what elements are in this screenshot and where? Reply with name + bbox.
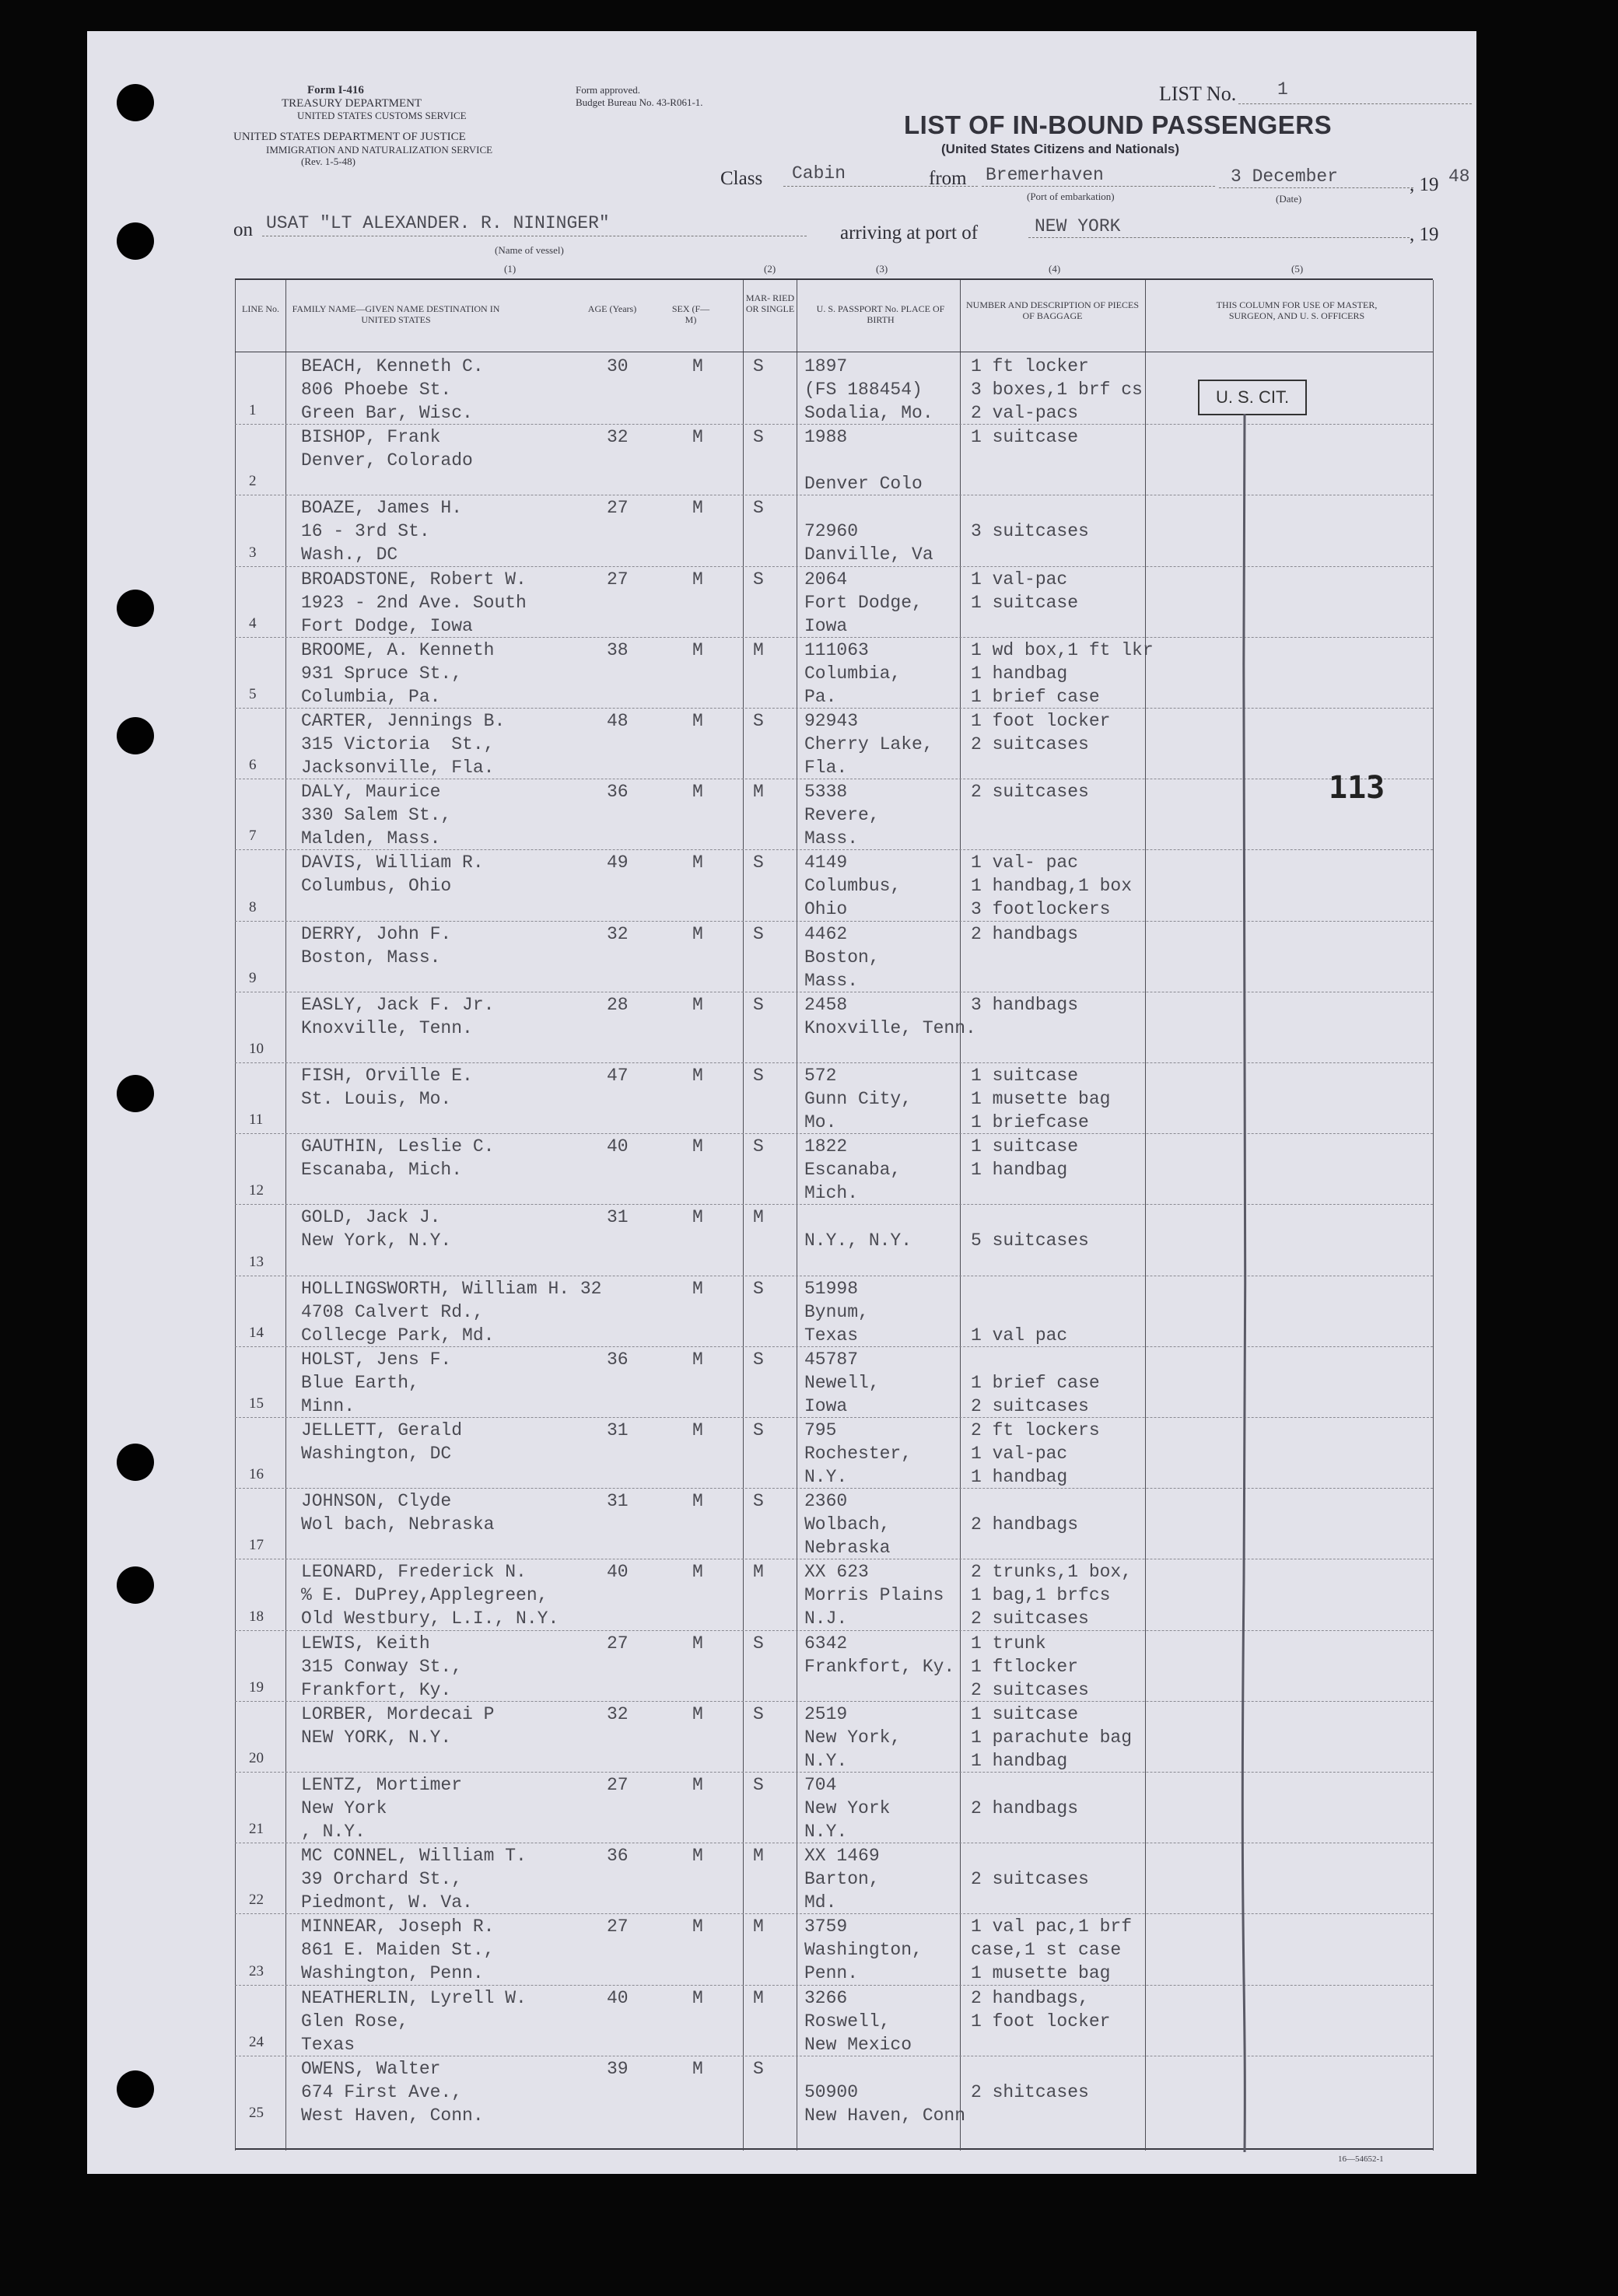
passenger-age: 40 [607, 1562, 629, 1583]
budget-bureau: Budget Bureau No. 43-R061-1. [576, 96, 703, 108]
treasury-department: TREASURY DEPARTMENT [282, 97, 422, 110]
passenger-passport: 3266 Roswell, New Mexico [804, 1987, 912, 2055]
passenger-sex: M [692, 2058, 703, 2079]
passenger-passport: 704 New York N.Y. [804, 1775, 891, 1842]
passenger-sex: M [692, 923, 703, 944]
passenger-age: 40 [607, 1136, 629, 1157]
passenger-age: 36 [607, 1349, 629, 1370]
passenger-marital: S [753, 711, 764, 731]
arriving-label: arriving at port of [840, 222, 979, 243]
row-line-number: 2 [249, 473, 257, 490]
passenger-marital: S [753, 1420, 764, 1440]
row-line-number: 10 [249, 1041, 264, 1057]
passenger-sex: M [692, 1349, 703, 1370]
passenger-sex: M [692, 1775, 703, 1795]
passenger-name: BROOME, A. Kenneth 931 Spruce St., Columbia, Pa. [301, 639, 495, 707]
form-approved: Form approved. [576, 84, 641, 96]
passenger-baggage: 3 handbags [971, 994, 1079, 1015]
passenger-sex: M [692, 1207, 703, 1228]
passenger-sex: M [692, 1703, 703, 1724]
passenger-name: LENTZ, Mortimer New York , N.Y. [301, 1775, 463, 1842]
passenger-age: 36 [607, 1846, 629, 1867]
arrival-port: NEW YORK [1035, 216, 1121, 236]
passenger-age: 31 [607, 1420, 629, 1440]
binder-hole-4 [117, 717, 154, 754]
passenger-age: 32 [607, 1703, 629, 1724]
header-age: AGE (Years) [587, 303, 637, 314]
passenger-baggage: 2 suitcases [971, 1869, 1089, 1890]
binder-hole-6 [117, 1444, 154, 1481]
passenger-age: 49 [607, 852, 629, 873]
passenger-age: 36 [607, 782, 629, 803]
passenger-baggage: 2 trunks,1 box, 1 bag,1 brfcs 2 suitcases [971, 1562, 1133, 1629]
passenger-baggage: 1 ft locker 3 boxes,1 brf cs 2 val-pacs [971, 356, 1143, 423]
passenger-marital: S [753, 1703, 764, 1724]
passenger-passport: 4149 Columbus, Ohio [804, 852, 902, 920]
passenger-baggage: 2 shitcases [971, 2081, 1089, 2102]
passenger-baggage: 2 handbags [971, 1514, 1079, 1535]
passenger-marital: S [753, 498, 764, 519]
row-line-number: 5 [249, 686, 257, 702]
passenger-name: BISHOP, Frank Denver, Colorado [301, 427, 473, 471]
passenger-name: GAUTHIN, Leslie C. Escanaba, Mich. [301, 1136, 495, 1181]
passenger-baggage: 2 handbags, 1 foot locker [971, 1987, 1111, 2032]
passenger-sex: M [692, 1633, 703, 1654]
page-number: 113 [1329, 770, 1385, 806]
passenger-name: BROADSTONE, Robert W. 1923 - 2nd Ave. South Fort Dodge, Iowa [301, 569, 527, 636]
passenger-baggage: 3 suitcases [971, 521, 1089, 542]
header-baggage: NUMBER AND DESCRIPTION OF PIECES OF BAGGAGE [965, 299, 1140, 321]
passenger-sex: M [692, 1136, 703, 1157]
passenger-baggage: 1 val- pac 1 handbag,1 box 3 footlockers [971, 852, 1133, 920]
class-label: Class [720, 168, 763, 189]
immigration-service: IMMIGRATION AND NATURALIZATION SERVICE [266, 144, 493, 156]
passenger-sex: M [692, 1066, 703, 1086]
passenger-baggage: 1 foot locker 2 suitcases [971, 711, 1111, 754]
row-line-number: 23 [249, 1962, 264, 1979]
passenger-passport: 2458 Knoxville, Tenn. [804, 994, 976, 1038]
passenger-name: JOHNSON, Clyde Wol bach, Nebraska [301, 1491, 495, 1535]
passenger-marital: S [753, 994, 764, 1015]
pen-line [1240, 414, 1249, 2152]
vessel-caption: (Name of vessel) [495, 244, 564, 256]
manifest-page [87, 31, 1476, 2174]
passenger-name: LEWIS, Keith 315 Conway St., Frankfort, Ky. [301, 1633, 463, 1700]
passenger-age: 31 [607, 1207, 629, 1228]
row-line-number: 1 [249, 402, 257, 419]
col-num-4: (4) [1049, 263, 1061, 275]
passenger-baggage: 2 handbags [971, 1798, 1079, 1818]
passenger-name: BEACH, Kenneth C. 806 Phoebe St. Green Bar, Wisc. [301, 356, 484, 423]
passenger-marital: S [753, 1491, 764, 1512]
passenger-age: 40 [607, 1987, 629, 2008]
passenger-name: BOAZE, James H. 16 - 3rd St. Wash., DC [301, 498, 463, 565]
row-line-number: 17 [249, 1537, 264, 1554]
passenger-marital: S [753, 427, 764, 448]
passenger-marital: S [753, 852, 764, 873]
passenger-name: LORBER, Mordecai P NEW YORK, N.Y. [301, 1703, 495, 1748]
passenger-sex: M [692, 1562, 703, 1583]
passenger-marital: S [753, 1775, 764, 1795]
from-label: from [929, 168, 967, 189]
passenger-passport: 5338 Revere, Mass. [804, 782, 880, 849]
passenger-passport: 50900 New Haven, Conn [804, 2081, 966, 2126]
passenger-age: 32 [607, 427, 629, 448]
revision-date: (Rev. 1-5-48) [301, 156, 355, 167]
passenger-sex: M [692, 1420, 703, 1440]
passenger-age: 27 [607, 1916, 629, 1937]
passenger-passport: 3759 Washington, Penn. [804, 1916, 923, 1984]
passenger-marital: S [753, 1349, 764, 1370]
row-line-number: 7 [249, 828, 257, 845]
document-subtitle: (United States Citizens and Nationals) [941, 142, 1180, 156]
header-sex: SEX (F—M) [671, 303, 710, 325]
passenger-marital: M [753, 1562, 764, 1583]
passenger-name: HOLLINGSWORTH, William H. 32 4708 Calvert Rd., Collecge Park, Md. [301, 1278, 602, 1346]
binder-hole-8 [117, 2070, 154, 2108]
year2-prefix: , 19 [1410, 224, 1439, 245]
passenger-sex: M [692, 639, 703, 660]
passenger-baggage: 2 suitcases [971, 782, 1089, 803]
passenger-sex: M [692, 1916, 703, 1937]
passenger-baggage: 1 val-pac 1 suitcase [971, 569, 1079, 613]
passenger-passport: 6342 Frankfort, Ky. [804, 1633, 955, 1677]
passenger-baggage: 1 suitcase 1 handbag [971, 1136, 1079, 1181]
passenger-age: 30 [607, 356, 629, 376]
passenger-passport: 1988 Denver Colo [804, 427, 923, 495]
passenger-sex: M [692, 994, 703, 1015]
row-line-number: 12 [249, 1182, 264, 1199]
passenger-marital: S [753, 356, 764, 376]
passenger-name: GOLD, Jack J. New York, N.Y. [301, 1207, 452, 1251]
passenger-sex: M [692, 852, 703, 873]
passenger-name: MC CONNEL, William T. 39 Orchard St., Piedmont, W. Va. [301, 1846, 527, 1913]
port-caption: (Port of embarkation) [1027, 191, 1115, 202]
passenger-marital: M [753, 1846, 764, 1867]
row-line-number: 16 [249, 1466, 264, 1483]
passenger-name: HOLST, Jens F. Blue Earth, Minn. [301, 1349, 452, 1416]
passenger-baggage: 1 suitcase [971, 427, 1079, 448]
passenger-name: EASLY, Jack F. Jr. Knoxville, Tenn. [301, 994, 495, 1038]
passenger-age: 27 [607, 569, 629, 590]
passenger-sex: M [692, 427, 703, 448]
passenger-sex: M [692, 356, 703, 376]
passenger-sex: M [692, 1278, 703, 1299]
passenger-passport: 45787 Newell, Iowa [804, 1349, 880, 1416]
on-label: on [233, 219, 253, 240]
passenger-baggage: 5 suitcases [971, 1230, 1089, 1251]
passenger-passport: 1897 (FS 188454) Sodalia, Mo. [804, 356, 933, 423]
header-officers: THIS COLUMN FOR USE OF MASTER, SURGEON, AND U. S. OFFICERS [1216, 299, 1378, 321]
passenger-marital: M [753, 639, 764, 660]
row-line-number: 22 [249, 1892, 264, 1909]
passenger-passport: 2519 New York, N.Y. [804, 1703, 902, 1771]
passenger-name: DALY, Maurice 330 Salem St., Malden, Mass. [301, 782, 452, 849]
passenger-baggage: 2 handbags [971, 923, 1079, 944]
passenger-name: DAVIS, William R. Columbus, Ohio [301, 852, 484, 897]
customs-service: UNITED STATES CUSTOMS SERVICE [297, 110, 467, 121]
passenger-passport: XX 623 Morris Plains N.J. [804, 1562, 944, 1629]
col-num-2: (2) [764, 263, 776, 275]
passenger-name: JELLETT, Gerald Washington, DC [301, 1420, 463, 1464]
passenger-passport: 92943 Cherry Lake, Fla. [804, 711, 933, 778]
passenger-sex: M [692, 498, 703, 519]
row-line-number: 25 [249, 2105, 264, 2121]
passenger-passport: 795 Rochester, N.Y. [804, 1420, 912, 1487]
passenger-marital: S [753, 1136, 764, 1157]
row-line-number: 13 [249, 1253, 264, 1270]
passenger-baggage: 1 suitcase 1 musette bag 1 briefcase [971, 1066, 1111, 1132]
passenger-marital: M [753, 782, 764, 803]
passenger-age: 27 [607, 1775, 629, 1795]
col-num-1: (1) [504, 263, 517, 275]
col-num-3: (3) [876, 263, 888, 275]
row-line-number: 6 [249, 757, 257, 774]
vessel-name: USAT "LT ALEXANDER. R. NININGER" [266, 213, 610, 233]
year-prefix: , 19 [1410, 174, 1439, 195]
date-value: 3 December [1231, 166, 1339, 187]
binder-hole-1 [117, 84, 154, 121]
passenger-passport: XX 1469 Barton, Md. [804, 1846, 880, 1913]
passenger-age: 28 [607, 994, 629, 1015]
binder-hole-2 [117, 222, 154, 260]
passenger-passport: 1822 Escanaba, Mich. [804, 1136, 902, 1204]
passenger-sex: M [692, 569, 703, 590]
passenger-age: 27 [607, 498, 629, 519]
row-line-number: 4 [249, 614, 257, 632]
justice-department: UNITED STATES DEPARTMENT OF JUSTICE [233, 131, 466, 143]
passenger-passport: 2360 Wolbach, Nebraska [804, 1491, 891, 1559]
passenger-marital: S [753, 569, 764, 590]
row-line-number: 11 [249, 1111, 264, 1129]
header-name: FAMILY NAME—GIVEN NAME DESTINATION IN UNITED STATES [292, 303, 500, 325]
passenger-sex: M [692, 1491, 703, 1512]
passenger-name: MINNEAR, Joseph R. 861 E. Maiden St., Washington, Penn. [301, 1916, 495, 1984]
passenger-age: 27 [607, 1633, 629, 1654]
row-line-number: 24 [249, 2033, 264, 2050]
passenger-age: 31 [607, 1491, 629, 1512]
row-line-number: 18 [249, 1608, 264, 1625]
row-line-number: 19 [249, 1678, 264, 1696]
from-value: Bremerhaven [986, 165, 1104, 185]
passenger-age: 38 [607, 639, 629, 660]
passenger-rows [87, 31, 1476, 2174]
passenger-marital: S [753, 1066, 764, 1086]
header-passport: U. S. PASSPORT No. PLACE OF BIRTH [816, 303, 945, 325]
year-value: 48 [1448, 166, 1470, 187]
row-line-number: 21 [249, 1821, 264, 1838]
passenger-age: 48 [607, 711, 629, 731]
passenger-baggage: 1 suitcase 1 parachute bag 1 handbag [971, 1703, 1133, 1771]
passenger-marital: S [753, 1278, 764, 1299]
passenger-baggage: 1 val pac,1 brf case,1 st case 1 musette bag [971, 1916, 1133, 1984]
row-line-number: 20 [249, 1750, 264, 1766]
passenger-baggage: 1 wd box,1 ft lkr 1 handbag 1 brief case [971, 639, 1154, 707]
passenger-marital: S [753, 2058, 764, 2079]
passenger-passport: 72960 Danville, Va [804, 521, 933, 565]
passenger-marital: M [753, 1916, 764, 1937]
passenger-baggage: 1 brief case 2 suitcases [971, 1372, 1100, 1416]
passenger-name: OWENS, Walter 674 First Ave., West Haven, Conn. [301, 2058, 484, 2126]
date-caption: (Date) [1276, 193, 1302, 205]
passenger-passport: N.Y., N.Y. [804, 1230, 912, 1251]
passenger-passport: 572 Gunn City, Mo. [804, 1066, 912, 1132]
us-citizen-stamp: U. S. CIT. [1198, 380, 1307, 415]
document-title: LIST OF IN-BOUND PASSENGERS [904, 110, 1333, 139]
passenger-baggage: 2 ft lockers 1 val-pac 1 handbag [971, 1420, 1100, 1487]
form-number: Form I-416 [307, 84, 364, 96]
passenger-age: 32 [607, 923, 629, 944]
passenger-name: NEATHERLIN, Lyrell W. Glen Rose, Texas [301, 1987, 527, 2055]
passenger-marital: S [753, 923, 764, 944]
col-num-5: (5) [1291, 263, 1304, 275]
row-line-number: 15 [249, 1395, 264, 1412]
passenger-passport: 4462 Boston, Mass. [804, 923, 880, 991]
passenger-marital: S [753, 1633, 764, 1654]
passenger-passport: 51998 Bynum, Texas [804, 1278, 869, 1346]
passenger-marital: M [753, 1207, 764, 1228]
row-line-number: 14 [249, 1324, 264, 1341]
passenger-passport: 111063 Columbia, Pa. [804, 639, 902, 707]
passenger-sex: M [692, 782, 703, 803]
passenger-name: FISH, Orville E. St. Louis, Mo. [301, 1066, 473, 1109]
row-line-number: 8 [249, 898, 257, 915]
list-number-label: LIST No. [1159, 82, 1237, 105]
passenger-age: 39 [607, 2058, 629, 2079]
header-line-no: LINE No. [242, 303, 279, 314]
footer-code: 16—54652-1 [1338, 2154, 1384, 2164]
passenger-baggage: 1 val pac [971, 1325, 1068, 1346]
passenger-sex: M [692, 711, 703, 731]
header-married: MAR- RIED OR SINGLE [745, 292, 795, 314]
binder-hole-5 [117, 1075, 154, 1112]
list-number: 1 [1277, 79, 1288, 100]
passenger-baggage: 1 trunk 1 ftlocker 2 suitcases [971, 1633, 1089, 1700]
passenger-name: CARTER, Jennings B. 315 Victoria St., Jacksonville, Fla. [301, 711, 506, 778]
binder-hole-3 [117, 590, 154, 627]
passenger-sex: M [692, 1987, 703, 2008]
passenger-passport: 2064 Fort Dodge, Iowa [804, 569, 923, 636]
row-line-number: 9 [249, 969, 257, 986]
row-line-number: 3 [249, 544, 257, 561]
binder-hole-7 [117, 1566, 154, 1604]
passenger-name: DERRY, John F. Boston, Mass. [301, 923, 452, 968]
passenger-age: 47 [607, 1066, 629, 1086]
class-value: Cabin [792, 163, 846, 184]
passenger-sex: M [692, 1846, 703, 1867]
passenger-marital: M [753, 1987, 764, 2008]
passenger-name: LEONARD, Frederick N. % E. DuPrey,Applegreen, Old Westbury, L.I., N.Y. [301, 1562, 559, 1629]
